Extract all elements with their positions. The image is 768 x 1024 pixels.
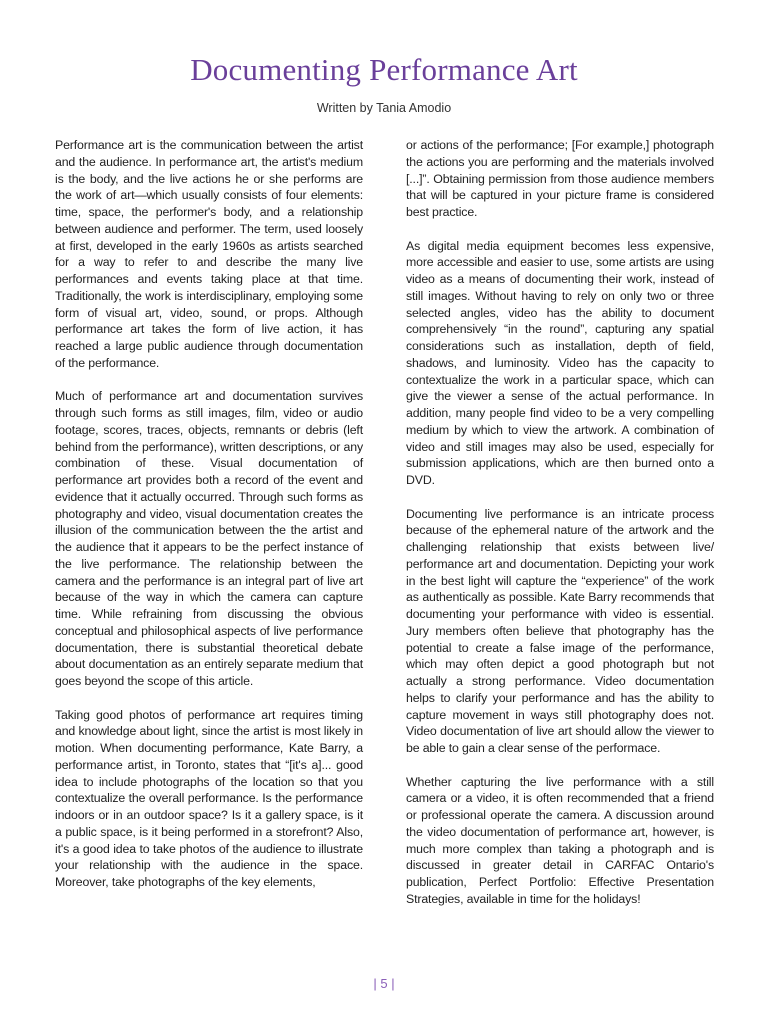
- paragraph: or actions of the performance; [For example,] photograph the actions you are performing and the materials involved [...]”. Obtaining permission from those audience members that will be captured in your picture frame is considered best practice.: [406, 138, 714, 219]
- page-number: | 5 |: [373, 976, 395, 991]
- paragraph: As digital media equipment becomes less expensive, more accessible and easier to use, some artists are using video as a means of documenting their work, instead of still images. Without having to rely on only two or three selected angles, video has the ability to document comprehensively “in the round”, capturing any spatial considerations such as installation, depth of field, shadows, and luminosity. Video has the capacity to contextualize the work in a particular space, which can give the viewer a sense of the actual performance. In addition, many people find video to be a very compelling medium by which to view the artwork. A combination of video and still images may also be used, especially for submission applications, which are then burned onto a DVD.: [406, 238, 714, 487]
- paragraph: Whether capturing the live performance with a still camera or a video, it is often recommended that a friend or professional operate the camera. A discussion around the video documentation of performance art, however, is much more complex than taking a photograph and is discussed in greater detail in CARFAC Ontario's publication, Perfect Portfolio: Effective Presentation Strategies, available in time for the holidays!: [406, 774, 714, 906]
- article-byline: Written by Tania Amodio: [316, 101, 452, 115]
- paragraph: Performance art is the communication between the artist and the audience. In performance art, the artist's medium is the body, and the live actions he or she performs are the work of art—which usually consists of four elements: time, space, the performer's body, and a relationship between audience and performer. The term, used loosely at first, developed in the early 1960s as artists searched for a way to refer to and describe the many live performances and events taking place at that time. Traditionally, the work is interdisciplinary, employing some form of visual art, video, sound, or props. Although performance art takes the form of live action, it has reached a large public audience through documentation of the performance.: [55, 138, 363, 370]
- left-column: [55, 137, 363, 908]
- right-column: [406, 137, 714, 924]
- paragraph: Documenting live performance is an intricate process because of the ephemeral nature of the artwork and the challenging relationship that exists between live/ performance art and documentation. Depicting your work in the best light will capture the “experience” of the work as authentically as possible. Kate Barry recommends that documenting your performance with video is essential. Jury members often believe that photography has the potential to create a false image of the performance, which may often depict a good photograph but not actually a strong performance. Video documentation helps to clarify your performance and has the ability to capture movement in ways still photography does not. Video documentation of live art should allow the viewer to be able to gain a clear sense of the performace.: [406, 506, 714, 755]
- article-title: Documenting Performance Art: [190, 52, 578, 87]
- paragraph: Much of performance art and documentation survives through such forms as still images, film, video or audio footage, scores, traces, objects, remnants or debris (left behind from the performance), written descriptions, or any combination of these. Visual documentation of performance art provides both a record of the event and evidence that it actually occurred. Through such forms as photography and video, visual documentation creates the illusion of the communication between the the artist and the audience that it appears to be the perfect instance of the live performance. The relationship between the camera and the performance is an integral part of live art because of the way in which the camera can capture time. While refraining from discussing the obvious conceptual and philosophical aspects of live performance documentation, there is substantial theoretical debate about documentation as an entirely separate medium that goes beyond the scope of this article.: [55, 389, 363, 688]
- paragraph: Taking good photos of performance art requires timing and knowledge about light, since the artist is most likely in motion. When documenting performance, Kate Barry, a performance artist, in Toronto, states that “[it's a]... good idea to include photographs of the location so that you contextualize the overall performance. Is the performance indoors or in an outdoor space? Is it a gallery space, is it a public space, is it being performed in a storefront? Also, it's a good idea to take photos of the audience to illustrate your relationship with the audience in the space. Moreover, take photographs of the key elements,: [55, 707, 363, 889]
